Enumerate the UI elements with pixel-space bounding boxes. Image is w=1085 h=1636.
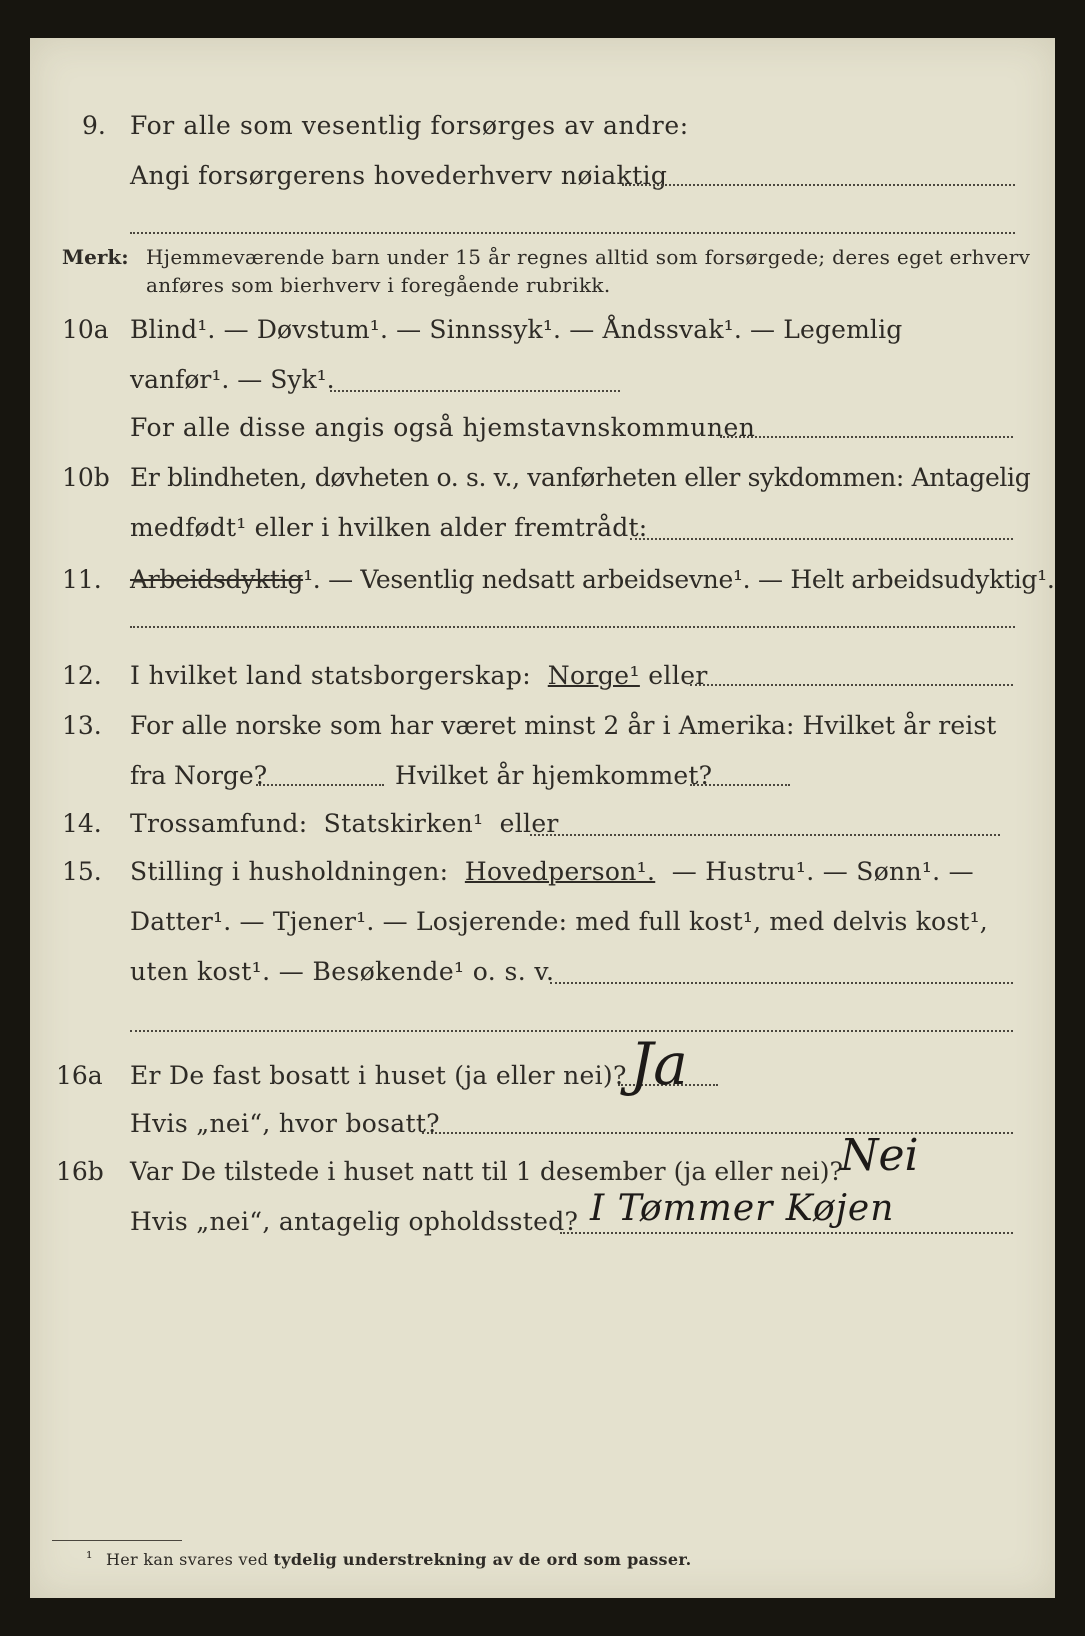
q16b-number: 16b (56, 1157, 104, 1186)
q14-answer-line[interactable] (530, 834, 1000, 836)
q13-line1: For alle norske som har været minst 2 år i Amerika: Hvilket år reist (130, 711, 997, 740)
q9-answer-line[interactable] (622, 184, 1015, 186)
q13-number: 13. (62, 711, 102, 740)
q10a-line2: vanfør¹. — Syk¹. (130, 365, 335, 394)
q10b-number: 10b (62, 463, 110, 492)
q16b-handwritten-answer[interactable]: Nei (840, 1130, 919, 1181)
q10a-line3: For alle disse angis også hjemstavnskommunen (130, 413, 756, 442)
q13-line2a: fra Norge? (130, 761, 268, 790)
q12-line: I hvilket land statsborgerskap: Norge¹ eller (130, 661, 708, 690)
q13-hjemkommet-answer-line[interactable] (690, 784, 790, 786)
q12-answer-line[interactable] (690, 684, 1013, 686)
q16b-handwritten-location[interactable]: I Tømmer Køjen (590, 1188, 895, 1229)
q15-line1: Stilling i husholdningen: Hovedperson¹. — Hustru¹. — Sønn¹. — (130, 857, 974, 886)
q11-answer-line[interactable] (130, 626, 1015, 628)
q13-reist-answer-line[interactable] (256, 784, 384, 786)
q10a-line1: Blind¹. — Døvstum¹. — Sinnssyk¹. — Åndssvak¹. — Legemlig (130, 315, 903, 344)
q12-number: 12. (62, 661, 102, 690)
q13-line2b: Hvilket år hjemkommet? (395, 761, 713, 790)
footnote-text: Her kan svares ved tydelig understrekning av de ord som passer. (106, 1550, 692, 1569)
footnote-rule (52, 1540, 182, 1541)
q10a-kommune-answer-line[interactable] (720, 436, 1013, 438)
q10b-line1: Er blindheten, døvheten o. s. v., vanførheten eller sykdommen: Antagelig (130, 463, 1031, 492)
census-form-page (30, 38, 1055, 1598)
q16a-bosatt-answer-line[interactable] (422, 1132, 1013, 1134)
footnote-mark: ¹ (86, 1548, 93, 1567)
q16b-answer-line[interactable] (560, 1232, 1013, 1234)
q9-number: 9. (82, 111, 106, 140)
merk-line1: Hjemmeværende barn under 15 år regnes alltid som forsørgede; deres eget erhverv (146, 245, 1031, 269)
q15-line3: uten kost¹. — Besøkende¹ o. s. v. (130, 957, 555, 986)
q16a-handwritten-answer[interactable]: Ja (630, 1030, 688, 1098)
q9-line1: For alle som vesentlig forsørges av andre: (130, 111, 689, 140)
q15-answer-line[interactable] (550, 982, 1013, 984)
q14-number: 14. (62, 809, 102, 838)
merk-label: Merk: (62, 245, 129, 269)
q9-answer-line-2[interactable] (130, 232, 1015, 234)
q16b-line1: Var De tilstede i huset natt til 1 desember (ja eller nei)? (130, 1157, 844, 1186)
q10b-answer-line[interactable] (630, 538, 1013, 540)
q9-line2: Angi forsørgerens hovederhverv nøiaktig (130, 161, 668, 190)
q10b-line2: medfødt¹ eller i hvilken alder fremtrådt: (130, 513, 648, 542)
q10a-number: 10a (62, 315, 109, 344)
q11-number: 11. (62, 565, 102, 594)
q10a-syk-answer-line[interactable] (330, 390, 620, 392)
q11-line: Arbeidsdyktig¹. — Vesentlig nedsatt arbeidsevne¹. — Helt arbeidsudyktig¹. (130, 565, 1055, 594)
q11-struck-option[interactable]: Arbeidsdyktig (130, 565, 304, 594)
q16a-number: 16a (56, 1061, 103, 1090)
q15-line2: Datter¹. — Tjener¹. — Losjerende: med full kost¹, med delvis kost¹, (130, 907, 988, 936)
q15-answer-line-2[interactable] (130, 1030, 1013, 1032)
q15-number: 15. (62, 857, 102, 886)
merk-line2: anføres som bierhverv i foregående rubrikk. (146, 273, 611, 297)
q16a-line2: Hvis „nei“, hvor bosatt? (130, 1109, 440, 1138)
q14-line: Trossamfund: Statskirken¹ eller (130, 809, 559, 838)
q15-underlined-option[interactable]: Hovedperson¹. (464, 857, 656, 886)
q16a-line1: Er De fast bosatt i huset (ja eller nei)? (130, 1061, 627, 1090)
q16b-line2: Hvis „nei“, antagelig opholdssted? (130, 1207, 579, 1236)
q12-underlined-option[interactable]: Norge¹ (547, 661, 640, 690)
